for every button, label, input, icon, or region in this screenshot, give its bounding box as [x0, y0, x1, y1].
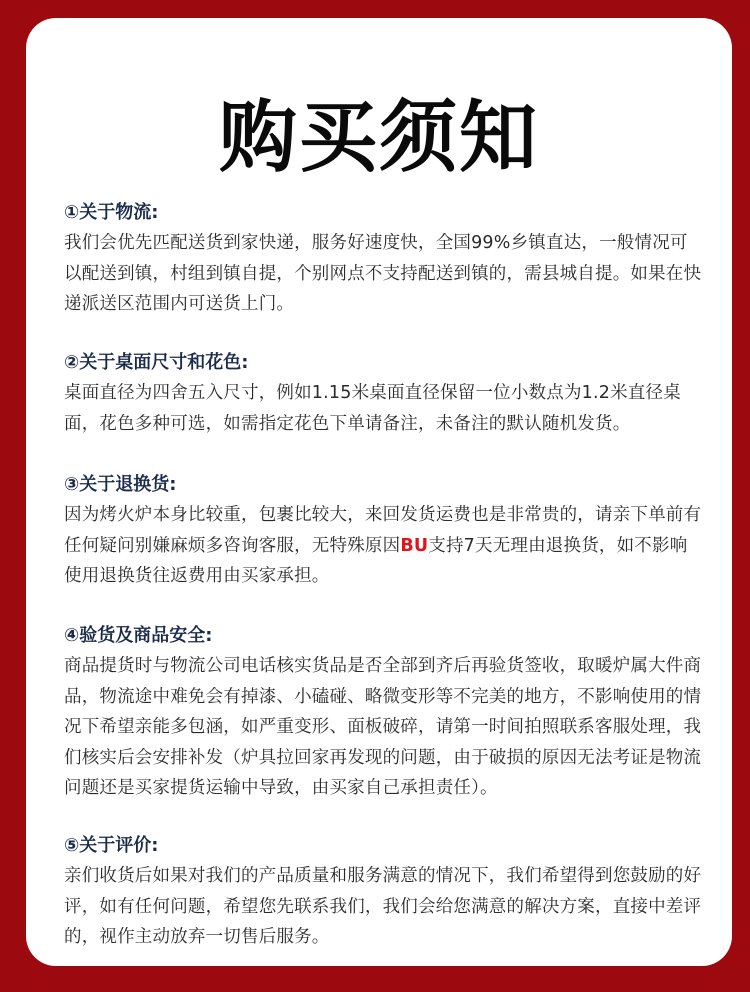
section-body: 桌面直径为四舍五入尺寸，例如1.15米桌面直径保留一位小数点为1.2米直径桌面，花色多种可选，如需指定花色下单请备注，未备注的默认随机发货。 [64, 383, 681, 434]
section-heading: ②关于桌面尺寸和花色: [64, 352, 249, 373]
section-heading: ④验货及商品安全: [64, 625, 213, 646]
section-body: 我们会优先匹配送货到家快递，服务好速度快，全国99%乡镇直达，一般情况可以配送到镇，村组到镇自提，个别网点不支持配送到镇的，需县城自提。如果在快递派送区范围内可送货上门。 [64, 233, 702, 314]
body-text: 因为烤火炉本身比较重，包裹比较大，来回发货运费也是非常贵的，请亲下单前有任何疑问别嫌麻烦多咨询客服，无特殊原因 [64, 505, 702, 556]
section-heading: ⑤关于评价: [64, 835, 159, 856]
page-title: 购买须知 [218, 93, 539, 183]
section-heading: ①关于物流: [64, 202, 159, 223]
notice-card [26, 18, 732, 966]
section-body: 商品提货时与物流公司电话核实货品是否全部到齐后再验货签收，取暖炉属大件商品，物流途中难免会有掉漆、小磕碰、略微变形等不完美的地方，不影响使用的情况下希望亲能多包涵，如严重变形、面板破碎，请第一时间拍照联系客服处理，我们核实后会安排补发（炉具拉回家再发现的问题，由于破损的原因无法考证是物流问题还是买家提货运输中导致，由买家自己承担责任）。 [64, 656, 702, 798]
red-overlay-text: BU [400, 535, 429, 556]
section-inspection [64, 621, 704, 804]
section-body [64, 500, 704, 592]
section-returns [64, 470, 704, 592]
section-reviews [64, 831, 704, 953]
section-heading: ③关于退换货: [64, 474, 177, 495]
section-body: 亲们收货后如果对我们的产品质量和服务满意的情况下，我们希望得到您鼓励的好评，如有任何问题，希望您先联系我们，我们会给您满意的解决方案，直接中差评的，视作主动放弃一切售后服务。 [64, 866, 702, 947]
body-text: 支持7天无理由退换货，如不影响使用退换货往返费用由买家承担。 [64, 535, 688, 586]
section-logistics [64, 198, 704, 320]
section-table-size [64, 348, 704, 439]
